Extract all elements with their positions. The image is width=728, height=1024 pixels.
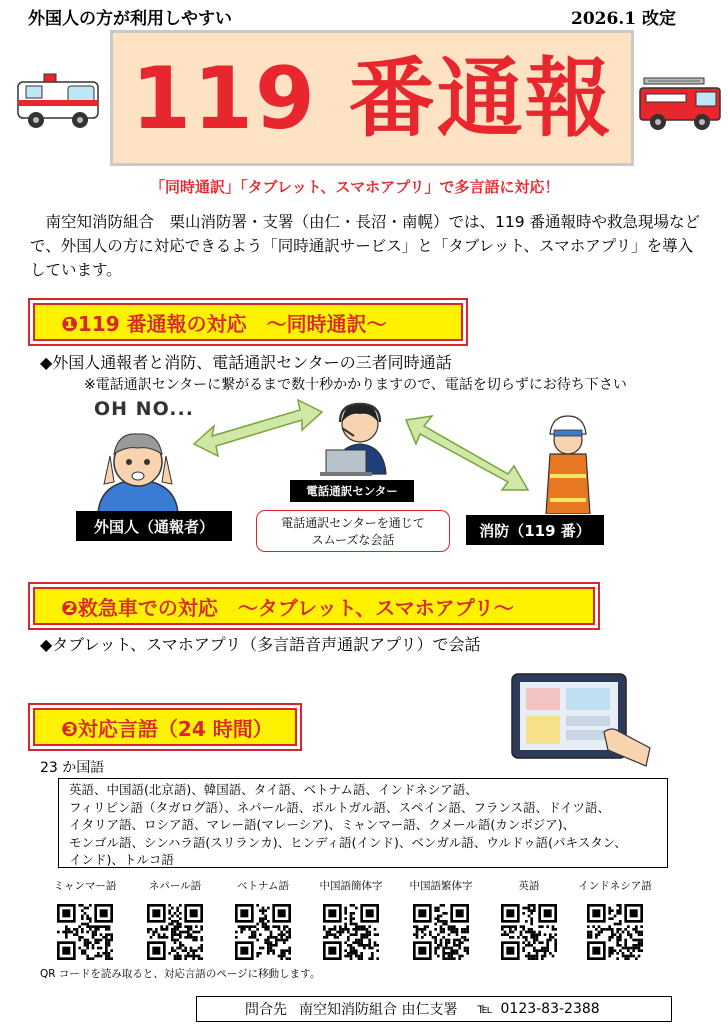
qr-code[interactable] <box>147 904 203 960</box>
title-banner <box>110 30 634 166</box>
page-title: 119 番通報 <box>131 49 613 149</box>
section2-heading: ❷救急車での対応 ～タブレット、スマホアプリ～ <box>33 587 595 625</box>
section1-note: ※電話通訳センターに繋がるまで数十秒かかりますので、電話を切らずにお待ち下さい <box>84 377 627 393</box>
qr-label: インドネシア語 <box>578 880 652 892</box>
center-note-line1: 電話通訳センターを通じて <box>281 516 425 530</box>
language-count: 23 か国語 <box>40 760 105 776</box>
fire-label: 消防（119 番） <box>466 515 604 545</box>
center-note-line2: スムーズな会話 <box>311 533 395 547</box>
contact-label: 問合先 <box>245 1002 287 1018</box>
language-line: インド)、トルコ語 <box>69 852 174 867</box>
foreigner-label: 外国人（通報者） <box>76 511 232 541</box>
ambulance-icon <box>14 70 106 132</box>
header-left-text: 外国人の方が利用しやすい <box>28 9 232 29</box>
language-line: フィリピン語（タガログ語）、ネパール語、ポルトガル語、スペイン語、フランス語、ドイツ語、 <box>69 799 611 815</box>
firefighter-icon <box>536 414 600 514</box>
double-arrow-right-icon <box>402 410 534 496</box>
qr-label: 英語 <box>518 880 540 892</box>
section1-bullet: ◆外国人通報者と消防、電話通訳センターの三者同時通話 <box>40 353 452 372</box>
section3-heading: ❸対応言語（24 時間） <box>33 708 297 746</box>
operator-icon <box>318 394 402 478</box>
section3-banner <box>28 703 302 751</box>
center-label: 電話通訳センター <box>290 480 414 502</box>
section2-banner <box>28 582 600 630</box>
language-line: 英語、中国語(北京語)、韓国語、タイ語、ベトナム語、インドネシア語、 <box>69 782 478 797</box>
qr-code[interactable] <box>323 904 379 960</box>
qr-code[interactable] <box>501 904 557 960</box>
language-list <box>58 778 668 868</box>
worried-person-icon <box>88 424 188 514</box>
qr-row <box>40 878 700 978</box>
tablet-icon <box>508 670 654 774</box>
qr-label: ミャンマー語 <box>53 880 117 892</box>
double-arrow-left-icon <box>190 396 326 458</box>
section1-banner <box>28 298 468 346</box>
center-note <box>256 510 450 552</box>
section1-heading: ❶119 番通報の対応 ～同時通訳～ <box>33 303 463 341</box>
qr-note: QR コードを読み取ると、対応言語のページに移動します。 <box>40 968 321 980</box>
revision-date: 2026.1 改定 <box>571 9 676 29</box>
phone-number[interactable]: 0123-83-2388 <box>500 1001 600 1017</box>
qr-code[interactable] <box>587 904 643 960</box>
qr-code[interactable] <box>235 904 291 960</box>
section2-bullet: ◆タブレット、スマホアプリ（多言語音声通訳アプリ）で会話 <box>40 635 481 654</box>
language-line: イタリア語、ロシア語、マレー語(マレーシア)、ミャンマー語、クメール語(カンボジア)、 <box>69 817 576 832</box>
qr-label: 中国語簡体字 <box>319 880 383 892</box>
contact-footer <box>196 996 672 1022</box>
phone-icon: ℡ <box>477 1001 493 1017</box>
exclaim-text: OH NO... <box>94 398 194 420</box>
qr-label: ベトナム語 <box>237 880 289 892</box>
intro-paragraph: 南空知消防組合 栗山消防署・支署（由仁・長沼・南幌）では、119 番通報時や救急現場などで、外国人の方に対応できるよう「同時通訳サービス」と「タブレット、スマホアプリ」を導入しています。 <box>30 213 701 279</box>
qr-label: ネパール語 <box>148 880 202 892</box>
subtitle: 「同時通訳」「タブレット、スマホアプリ」で多言語に対応！ <box>150 178 560 196</box>
organization-name: 南空知消防組合 由仁支署 <box>299 1002 458 1018</box>
qr-code[interactable] <box>57 904 113 960</box>
fire-truck-icon <box>638 74 724 134</box>
language-line: モンゴル語、シンハラ語(スリランカ)、ヒンディ語(インド)、ベンガル語、ウルドゥ語(パキスタン、 <box>69 834 627 850</box>
qr-label: 中国語繁体字 <box>409 880 473 892</box>
qr-code[interactable] <box>413 904 469 960</box>
